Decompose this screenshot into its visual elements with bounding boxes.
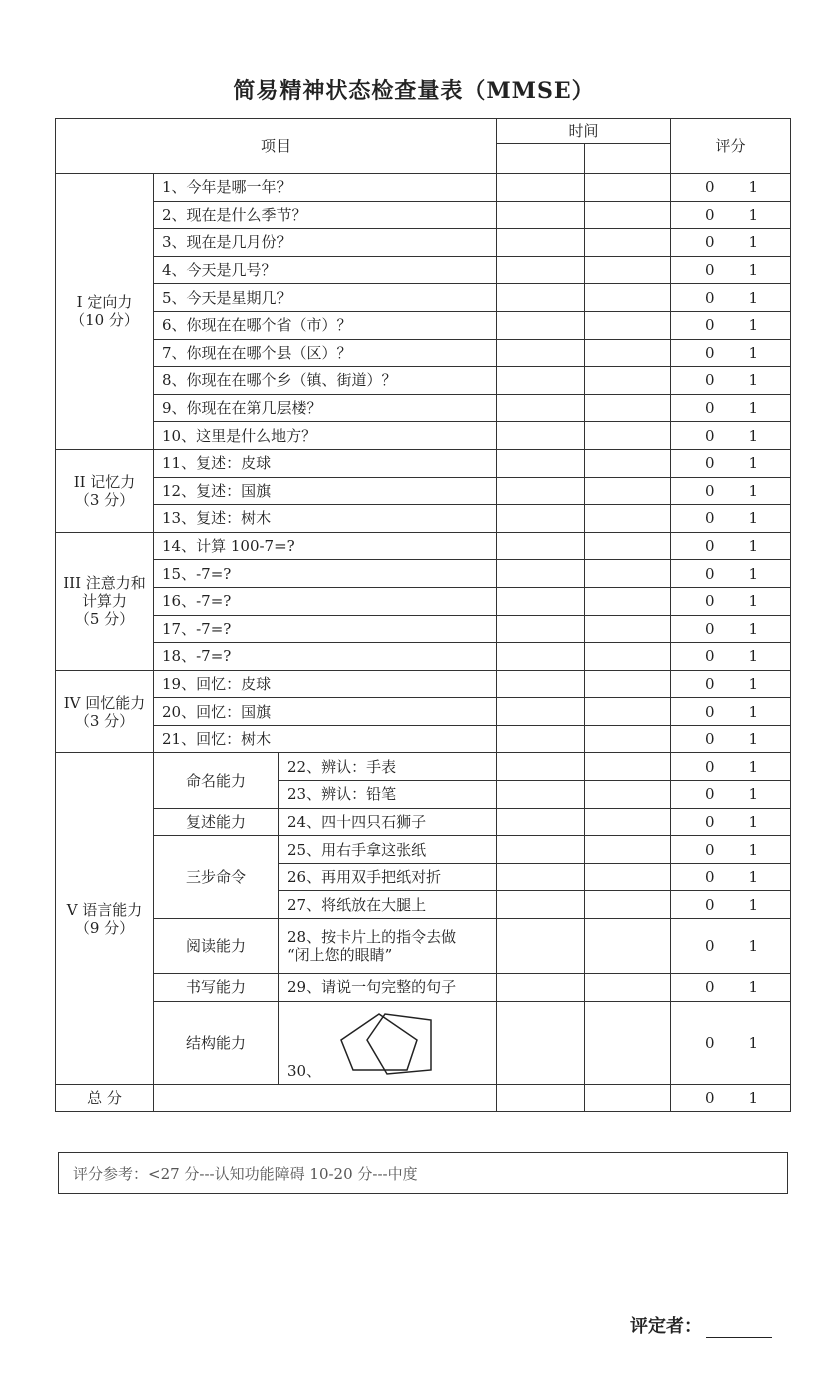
table-row	[56, 725, 791, 753]
section-name: III 注意力和计算力	[63, 574, 146, 611]
score-cell[interactable]	[671, 836, 791, 864]
question-text: 16、-7=?	[154, 587, 497, 615]
score-option[interactable]: 0	[705, 785, 715, 804]
score-option[interactable]: 0	[705, 730, 715, 749]
header-item: 项目	[56, 119, 497, 174]
time-cell[interactable]	[585, 422, 671, 450]
time-cell[interactable]	[497, 311, 585, 339]
question-text: 8、你现在在哪个乡（镇、街道）？	[154, 367, 497, 395]
total-label: 总 分	[56, 1084, 154, 1112]
score-option[interactable]: 0	[705, 1088, 715, 1107]
time-cell[interactable]	[497, 477, 585, 505]
time-cell[interactable]	[585, 505, 671, 533]
time-cell[interactable]	[585, 808, 671, 836]
score-option[interactable]: 0	[705, 426, 715, 445]
question-text: 4、今天是几号？	[154, 256, 497, 284]
score-option[interactable]: 1	[748, 205, 759, 224]
time-cell[interactable]	[497, 670, 585, 698]
table-row	[56, 974, 791, 1002]
time-cell[interactable]	[497, 422, 585, 450]
time-cell[interactable]	[497, 394, 585, 422]
time-cell[interactable]	[585, 753, 671, 781]
intersecting-pentagons-figure	[335, 1010, 437, 1078]
score-cell[interactable]	[671, 477, 791, 505]
question-text: 9、你现在在第几层楼？	[154, 394, 497, 422]
score-option[interactable]: 1	[748, 868, 759, 887]
question-text: 21、回忆：树木	[154, 725, 497, 753]
table-row	[56, 808, 791, 836]
score-option[interactable]: 1	[748, 978, 759, 997]
question-text: 1、今年是哪一年？	[154, 174, 497, 202]
time-cell[interactable]	[497, 174, 585, 202]
score-option[interactable]: 1	[748, 399, 759, 418]
score-cell[interactable]	[671, 1084, 791, 1112]
score-option[interactable]: 1	[748, 426, 759, 445]
question-text: 11、复述：皮球	[154, 449, 497, 477]
time-cell[interactable]	[585, 449, 671, 477]
question-text: 24、四十四只石狮子	[279, 808, 497, 836]
header-time: 时间	[497, 119, 671, 144]
section-name: I 定向力	[76, 293, 133, 312]
table-row	[56, 422, 791, 450]
table-row	[56, 753, 791, 781]
subskill-label: 三步命令	[154, 836, 279, 919]
time-cell[interactable]	[585, 560, 671, 588]
score-option[interactable]: 1	[748, 509, 759, 528]
score-option[interactable]: 1	[748, 537, 759, 556]
score-option[interactable]: 1	[748, 288, 759, 307]
mmse-table	[55, 118, 791, 1112]
table-row	[56, 643, 791, 671]
section-label	[56, 449, 154, 532]
time-cell[interactable]	[497, 201, 585, 229]
time-cell[interactable]	[585, 698, 671, 726]
rater-label: 评定者：	[630, 1316, 702, 1337]
time-cell[interactable]	[585, 670, 671, 698]
time-cell[interactable]	[497, 698, 585, 726]
score-option[interactable]: 0	[705, 509, 715, 528]
table-row	[56, 394, 791, 422]
time-cell[interactable]	[497, 505, 585, 533]
section-points: （3 分）	[74, 490, 135, 509]
score-option[interactable]: 1	[748, 647, 759, 666]
time-col-1	[497, 144, 585, 174]
time-cell[interactable]	[497, 753, 585, 781]
section-name: II 记忆力	[73, 472, 136, 491]
score-option[interactable]: 1	[748, 592, 759, 611]
score-cell[interactable]	[671, 311, 791, 339]
table-row	[56, 615, 791, 643]
score-option[interactable]: 0	[705, 619, 715, 638]
question-text: 26、再用双手把纸对折	[279, 863, 497, 891]
score-option[interactable]: 1	[748, 619, 759, 638]
score-cell[interactable]	[671, 808, 791, 836]
question-text: 29、请说一句完整的句子	[279, 974, 497, 1002]
time-cell[interactable]	[497, 560, 585, 588]
score-cell[interactable]	[671, 698, 791, 726]
score-cell[interactable]	[671, 422, 791, 450]
score-option[interactable]: 0	[705, 812, 715, 831]
score-cell[interactable]	[671, 753, 791, 781]
score-option[interactable]: 0	[705, 978, 715, 997]
table-body	[56, 174, 791, 1112]
table-row	[56, 560, 791, 588]
section-label	[56, 532, 154, 670]
question-text: 18、-7=?	[154, 643, 497, 671]
table-row	[56, 367, 791, 395]
score-cell[interactable]	[671, 505, 791, 533]
time-cell[interactable]	[497, 256, 585, 284]
time-cell[interactable]	[497, 284, 585, 312]
time-cell[interactable]	[497, 615, 585, 643]
score-cell[interactable]	[671, 1001, 791, 1084]
question-text: 28、按卡片上的指令去做 “闭上您的眼睛”	[279, 919, 497, 974]
score-option[interactable]: 0	[705, 702, 715, 721]
section-points: （9 分）	[74, 918, 135, 937]
score-cell[interactable]	[671, 229, 791, 257]
score-cell[interactable]	[671, 284, 791, 312]
question-text: 2、现在是什么季节？	[154, 201, 497, 229]
score-option[interactable]: 0	[705, 371, 715, 390]
section-label	[56, 753, 154, 1084]
table-row	[56, 477, 791, 505]
score-option[interactable]: 0	[705, 674, 715, 693]
score-cell[interactable]	[671, 201, 791, 229]
table-row	[56, 505, 791, 533]
time-cell[interactable]	[497, 781, 585, 809]
question-text: 12、复述：国旗	[154, 477, 497, 505]
score-cell[interactable]	[671, 725, 791, 753]
score-option[interactable]: 0	[705, 454, 715, 473]
score-cell[interactable]	[671, 394, 791, 422]
score-option[interactable]: 0	[705, 178, 715, 197]
time-cell[interactable]	[585, 836, 671, 864]
score-option[interactable]: 1	[748, 261, 759, 280]
score-option[interactable]: 0	[705, 840, 715, 859]
score-cell[interactable]	[671, 919, 791, 974]
score-option[interactable]: 0	[705, 261, 715, 280]
subskill-label: 命名能力	[154, 753, 279, 808]
score-cell[interactable]	[671, 256, 791, 284]
time-cell[interactable]	[585, 201, 671, 229]
time-cell[interactable]	[497, 919, 585, 974]
time-cell[interactable]	[497, 229, 585, 257]
score-option[interactable]: 0	[705, 288, 715, 307]
section-points: （5 分）	[74, 610, 135, 629]
question-text: 17、-7=?	[154, 615, 497, 643]
score-option[interactable]: 0	[705, 343, 715, 362]
time-cell[interactable]	[497, 863, 585, 891]
score-option[interactable]: 0	[705, 481, 715, 500]
time-cell[interactable]	[497, 836, 585, 864]
table-row	[56, 449, 791, 477]
score-option[interactable]: 1	[748, 1033, 759, 1052]
time-cell[interactable]	[585, 615, 671, 643]
time-cell[interactable]	[585, 643, 671, 671]
subskill-label: 复述能力	[154, 808, 279, 836]
score-cell[interactable]	[671, 974, 791, 1002]
time-cell[interactable]	[497, 532, 585, 560]
score-cell[interactable]	[671, 532, 791, 560]
score-option[interactable]: 1	[748, 371, 759, 390]
question-text: 6、你现在在哪个省（市）？	[154, 311, 497, 339]
time-cell[interactable]	[585, 256, 671, 284]
time-cell[interactable]	[497, 974, 585, 1002]
score-cell[interactable]	[671, 587, 791, 615]
time-cell[interactable]	[497, 587, 585, 615]
score-option[interactable]: 1	[748, 840, 759, 859]
time-cell[interactable]	[585, 1084, 671, 1112]
time-cell[interactable]	[585, 477, 671, 505]
score-option[interactable]: 0	[705, 1033, 715, 1052]
question-text: 10、这里是什么地方？	[154, 422, 497, 450]
table-row	[56, 919, 791, 974]
subskill-label: 书写能力	[154, 974, 279, 1002]
question-text: 30、	[279, 1001, 497, 1084]
score-cell[interactable]	[671, 615, 791, 643]
score-cell[interactable]	[671, 339, 791, 367]
question-text: 15、-7=?	[154, 560, 497, 588]
time-cell[interactable]	[585, 229, 671, 257]
page-title: 简易精神状态检查量表（MMSE）	[233, 78, 595, 104]
score-cell[interactable]	[671, 449, 791, 477]
time-cell[interactable]	[585, 919, 671, 974]
score-option[interactable]: 0	[705, 205, 715, 224]
time-cell[interactable]	[585, 311, 671, 339]
score-cell[interactable]	[671, 891, 791, 919]
subskill-label: 阅读能力	[154, 919, 279, 974]
time-cell[interactable]	[585, 367, 671, 395]
score-option[interactable]: 1	[748, 812, 759, 831]
score-option[interactable]: 0	[705, 233, 715, 252]
score-cell[interactable]	[671, 174, 791, 202]
question-text: 3、现在是几月份？	[154, 229, 497, 257]
table-row	[56, 284, 791, 312]
section-points: （3 分）	[74, 711, 135, 730]
score-option[interactable]: 0	[705, 937, 715, 956]
time-cell[interactable]	[585, 725, 671, 753]
subskill-label: 结构能力	[154, 1001, 279, 1084]
score-option[interactable]: 0	[705, 647, 715, 666]
time-cell[interactable]	[497, 1084, 585, 1112]
question-text: 14、计算 100-7=?	[154, 532, 497, 560]
table-row	[56, 587, 791, 615]
time-cell[interactable]	[585, 339, 671, 367]
score-option[interactable]: 0	[705, 895, 715, 914]
score-option[interactable]: 1	[748, 233, 759, 252]
section-label	[56, 174, 154, 450]
time-cell[interactable]	[497, 725, 585, 753]
table-row	[56, 698, 791, 726]
time-cell[interactable]	[585, 1001, 671, 1084]
score-option[interactable]: 0	[705, 868, 715, 887]
rater-signature-line[interactable]	[706, 1319, 772, 1338]
time-cell[interactable]	[585, 394, 671, 422]
question-text: 5、今天是星期几？	[154, 284, 497, 312]
time-cell[interactable]	[497, 808, 585, 836]
question-text: 25、用右手拿这张纸	[279, 836, 497, 864]
scoring-reference: 评分参考：<27 分---认知功能障碍 10-20 分---中度	[58, 1152, 788, 1194]
score-option[interactable]: 1	[748, 343, 759, 362]
score-option[interactable]: 0	[705, 592, 715, 611]
time-cell[interactable]	[585, 284, 671, 312]
time-cell[interactable]	[585, 174, 671, 202]
score-option[interactable]: 1	[748, 564, 759, 583]
time-col-2	[585, 144, 671, 174]
section-name: V 语言能力	[66, 900, 143, 919]
score-option[interactable]: 1	[748, 785, 759, 804]
rater-signature	[630, 1312, 772, 1338]
score-cell[interactable]	[671, 781, 791, 809]
score-option[interactable]: 1	[748, 481, 759, 500]
time-cell[interactable]	[497, 891, 585, 919]
question-text: 13、复述：树木	[154, 505, 497, 533]
score-option[interactable]: 1	[748, 674, 759, 693]
score-option[interactable]: 1	[748, 702, 759, 721]
question-text: 7、你现在在哪个县（区）？	[154, 339, 497, 367]
question-text: 27、将纸放在大腿上	[279, 891, 497, 919]
score-option[interactable]: 1	[748, 937, 759, 956]
score-option[interactable]: 1	[748, 316, 759, 335]
table-row	[56, 256, 791, 284]
score-option[interactable]: 0	[705, 399, 715, 418]
score-option[interactable]: 0	[705, 564, 715, 583]
table-row	[56, 339, 791, 367]
time-cell[interactable]	[497, 367, 585, 395]
table-row	[56, 229, 791, 257]
section-points: （10 分）	[70, 311, 139, 330]
time-cell[interactable]	[497, 449, 585, 477]
score-option[interactable]: 0	[705, 316, 715, 335]
score-option[interactable]: 1	[748, 1088, 759, 1107]
score-cell[interactable]	[671, 560, 791, 588]
score-option[interactable]: 1	[748, 757, 759, 776]
total-value[interactable]	[154, 1084, 497, 1112]
question-text: 23、辨认：铅笔	[279, 781, 497, 809]
table-row	[56, 836, 791, 864]
time-cell[interactable]	[497, 339, 585, 367]
score-cell[interactable]	[671, 670, 791, 698]
score-cell[interactable]	[671, 367, 791, 395]
score-cell[interactable]	[671, 643, 791, 671]
time-cell[interactable]	[585, 532, 671, 560]
section-name: IV 回忆能力	[63, 693, 146, 712]
time-cell[interactable]	[585, 587, 671, 615]
time-cell[interactable]	[585, 891, 671, 919]
time-cell[interactable]	[585, 863, 671, 891]
question-text: 22、辨认：手表	[279, 753, 497, 781]
table-row	[56, 174, 791, 202]
table-row	[56, 311, 791, 339]
time-cell[interactable]	[497, 1001, 585, 1084]
time-cell[interactable]	[585, 974, 671, 1002]
score-option[interactable]: 1	[748, 178, 759, 197]
table-row	[56, 201, 791, 229]
time-cell[interactable]	[585, 781, 671, 809]
question-text: 20、回忆：国旗	[154, 698, 497, 726]
score-cell[interactable]	[671, 863, 791, 891]
header-score: 评分	[671, 119, 791, 174]
score-option[interactable]: 1	[748, 730, 759, 749]
table-row	[56, 670, 791, 698]
score-option[interactable]: 0	[705, 537, 715, 556]
time-cell[interactable]	[497, 643, 585, 671]
score-option[interactable]: 1	[748, 895, 759, 914]
total-row	[56, 1084, 791, 1112]
question-text: 19、回忆：皮球	[154, 670, 497, 698]
score-option[interactable]: 1	[748, 454, 759, 473]
section-label	[56, 670, 154, 753]
table-row	[56, 532, 791, 560]
score-option[interactable]: 0	[705, 757, 715, 776]
